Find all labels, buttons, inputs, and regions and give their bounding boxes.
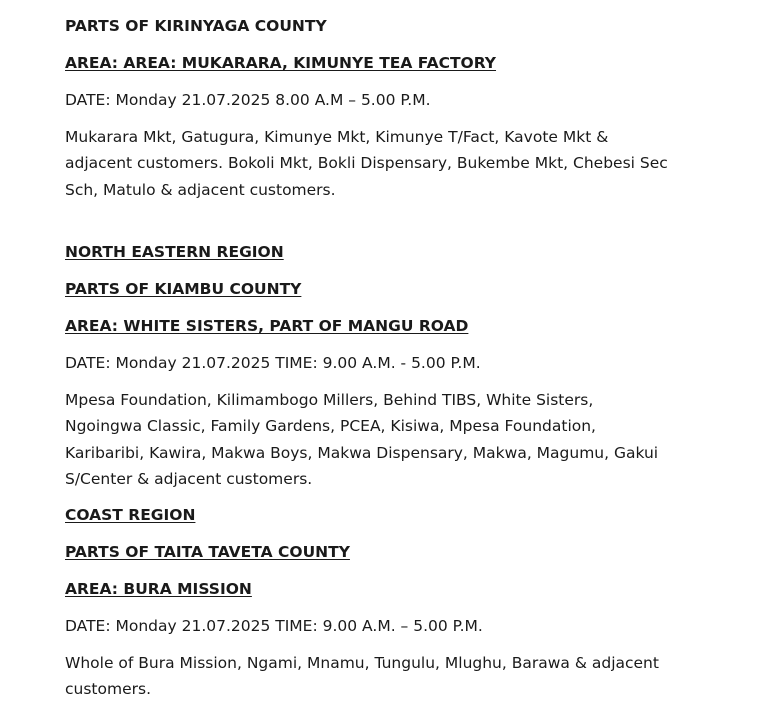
affected-places: Whole of Bura Mission, Ngami, Mnamu, Tungulu, Mlughu, Barawa & adjacent customers. <box>65 654 659 699</box>
county-heading: PARTS OF KIAMBU COUNTY <box>65 280 302 298</box>
area-heading: AREA: AREA: MUKARARA, KIMUNYE TEA FACTORY <box>65 54 497 72</box>
affected-places: Mpesa Foundation, Kilimambogo Millers, Behind TIBS, White Sisters, Ngoingwa Classic, Family Gardens, PCEA, Kisiwa, Mpesa Foundation, Karibaribi, Kawira, Makwa Boys, Makwa Dispensary, Makwa, Magumu, Gakui S/Center & adjacent customers. <box>65 391 659 488</box>
region-heading: COAST REGION <box>65 506 196 524</box>
outage-date: DATE: Monday 21.07.2025 TIME: 9.00 A.M. – 5.00 P.M. <box>65 617 483 635</box>
area-heading: AREA: WHITE SISTERS, PART OF MANGU ROAD <box>65 317 469 335</box>
county-heading: PARTS OF TAITA TAVETA COUNTY <box>65 543 350 561</box>
outage-date: DATE: Monday 21.07.2025 8.00 A.M – 5.00 P.M. <box>65 91 431 109</box>
county-heading: PARTS OF KIRINYAGA COUNTY <box>65 17 327 35</box>
area-heading: AREA: BURA MISSION <box>65 580 252 598</box>
region-heading: NORTH EASTERN REGION <box>65 243 284 261</box>
outage-date: DATE: Monday 21.07.2025 TIME: 9.00 A.M. - 5.00 P.M. <box>65 354 481 372</box>
affected-places: Mukarara Mkt, Gatugura, Kimunye Mkt, Kimunye T/Fact, Kavote Mkt & adjacent customers. Bokoli Mkt, Bokli Dispensary, Bukembe Mkt, Chebesi Sec Sch, Matulo & adjacent customers. <box>65 128 668 199</box>
